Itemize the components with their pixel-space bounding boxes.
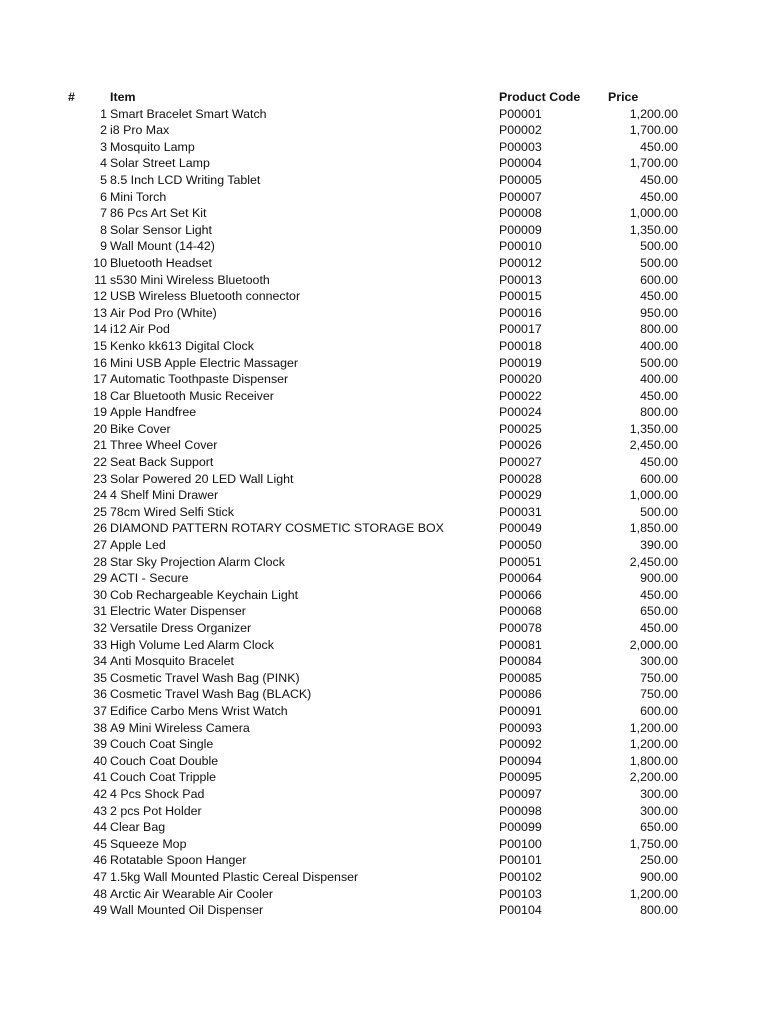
row-number: 11 xyxy=(94,272,107,287)
price: 2,450.00 xyxy=(629,438,678,453)
price: 750.00 xyxy=(640,670,678,685)
product-code: P00081 xyxy=(499,637,542,652)
price: 650.00 xyxy=(640,820,678,835)
row-number: 15 xyxy=(93,338,107,353)
price: 2,450.00 xyxy=(629,554,678,569)
product-code: P00015 xyxy=(499,289,542,304)
table-row xyxy=(0,902,768,919)
row-number: 9 xyxy=(100,239,107,254)
item-name: i8 Pro Max xyxy=(110,123,170,138)
price: 1,200.00 xyxy=(629,737,678,752)
item-name: 86 Pcs Art Set Kit xyxy=(110,206,207,221)
price: 800.00 xyxy=(640,405,678,420)
price: 450.00 xyxy=(640,139,678,154)
table-row xyxy=(0,587,768,604)
price: 500.00 xyxy=(640,504,678,519)
row-number: 35 xyxy=(93,670,107,685)
row-number: 5 xyxy=(100,172,107,187)
table-row xyxy=(0,836,768,853)
product-code: P00092 xyxy=(499,737,542,752)
table-row xyxy=(0,603,768,620)
product-code: P00022 xyxy=(499,388,542,403)
price: 600.00 xyxy=(640,703,678,718)
product-code: P00095 xyxy=(499,770,542,785)
row-number: 30 xyxy=(93,587,107,602)
price: 1,850.00 xyxy=(629,521,678,536)
table-row xyxy=(0,139,768,156)
item-name: Apple Led xyxy=(110,538,166,553)
row-number: 31 xyxy=(93,604,107,619)
price: 600.00 xyxy=(640,272,678,287)
item-name: Anti Mosquito Bracelet xyxy=(110,654,234,669)
product-code: P00085 xyxy=(499,670,542,685)
table-row xyxy=(0,803,768,820)
product-code: P00101 xyxy=(499,853,542,868)
item-name: Air Pod Pro (White) xyxy=(110,305,217,320)
table-row xyxy=(0,686,768,703)
row-number: 27 xyxy=(93,538,107,553)
row-number: 33 xyxy=(93,637,107,652)
item-name: Solar Street Lamp xyxy=(110,156,210,171)
item-name: USB Wireless Bluetooth connector xyxy=(110,289,301,304)
price: 450.00 xyxy=(640,455,678,470)
item-name: Automatic Toothpaste Dispenser xyxy=(110,372,289,387)
price: 650.00 xyxy=(640,604,678,619)
product-code: P00031 xyxy=(499,504,542,519)
price: 2,000.00 xyxy=(629,637,678,652)
product-code: P00001 xyxy=(499,106,542,121)
product-code: P00068 xyxy=(499,604,542,619)
row-number: 36 xyxy=(93,687,107,702)
product-code: P00025 xyxy=(499,421,542,436)
price: 1,200.00 xyxy=(629,106,678,121)
price: 500.00 xyxy=(640,255,678,270)
product-code: P00093 xyxy=(499,720,542,735)
header-number: # xyxy=(68,90,75,104)
product-code: P00086 xyxy=(499,687,542,702)
product-code: P00010 xyxy=(499,239,542,254)
item-name: Apple Handfree xyxy=(110,405,197,420)
row-number: 34 xyxy=(93,654,107,669)
item-name: Electric Water Dispenser xyxy=(110,604,246,619)
item-name: Star Sky Projection Alarm Clock xyxy=(110,554,285,569)
product-code: P00102 xyxy=(499,869,542,884)
table-row xyxy=(0,471,768,488)
row-number: 18 xyxy=(93,388,107,403)
header-row xyxy=(0,89,768,106)
table-row xyxy=(0,255,768,272)
price: 800.00 xyxy=(640,903,678,918)
row-number: 10 xyxy=(93,255,107,270)
item-name: Squeeze Mop xyxy=(110,836,187,851)
table-row xyxy=(0,106,768,123)
item-name: Cob Rechargeable Keychain Light xyxy=(110,587,299,602)
row-number: 12 xyxy=(93,289,107,304)
row-number: 16 xyxy=(93,355,107,370)
price: 500.00 xyxy=(640,355,678,370)
table-row xyxy=(0,454,768,471)
product-code: P00003 xyxy=(499,139,542,154)
product-code: P00012 xyxy=(499,255,542,270)
item-name: 8.5 Inch LCD Writing Tablet xyxy=(110,172,261,187)
product-code: P00029 xyxy=(499,488,542,503)
price: 450.00 xyxy=(640,289,678,304)
table-row xyxy=(0,272,768,289)
item-name: Bike Cover xyxy=(110,421,171,436)
row-number: 19 xyxy=(93,405,107,420)
row-number: 1 xyxy=(100,106,107,121)
row-number: 42 xyxy=(93,786,107,801)
table-row xyxy=(0,321,768,338)
row-number: 13 xyxy=(93,305,107,320)
row-number: 6 xyxy=(100,189,107,204)
table-row xyxy=(0,769,768,786)
price: 300.00 xyxy=(640,654,678,669)
product-code: P00005 xyxy=(499,172,542,187)
row-number: 20 xyxy=(93,421,107,436)
price: 300.00 xyxy=(640,803,678,818)
table-row xyxy=(0,637,768,654)
header-price: Price xyxy=(608,90,639,104)
price: 1,000.00 xyxy=(629,488,678,503)
table-row xyxy=(0,122,768,139)
product-code: P00066 xyxy=(499,587,542,602)
product-code: P00013 xyxy=(499,272,542,287)
item-name: Mini USB Apple Electric Massager xyxy=(110,355,298,370)
row-number: 47 xyxy=(93,869,107,884)
product-code: P00049 xyxy=(499,521,542,536)
table-row xyxy=(0,288,768,305)
table-row xyxy=(0,786,768,803)
row-number: 29 xyxy=(93,571,107,586)
table-row xyxy=(0,703,768,720)
row-number: 7 xyxy=(100,206,107,221)
product-code: P00002 xyxy=(499,123,542,138)
row-number: 3 xyxy=(100,139,107,154)
price: 900.00 xyxy=(640,869,678,884)
table-row xyxy=(0,189,768,206)
table-row xyxy=(0,421,768,438)
table-row xyxy=(0,736,768,753)
product-code: P00098 xyxy=(499,803,542,818)
row-number: 37 xyxy=(93,703,107,718)
item-name: 1.5kg Wall Mounted Plastic Cereal Dispenser xyxy=(110,869,359,884)
table-body xyxy=(0,106,768,919)
item-name: Cosmetic Travel Wash Bag (PINK) xyxy=(110,670,300,685)
price: 1,350.00 xyxy=(629,222,678,237)
price: 1,700.00 xyxy=(629,123,678,138)
row-number: 21 xyxy=(93,438,107,453)
product-code: P00018 xyxy=(499,338,542,353)
item-name: Solar Powered 20 LED Wall Light xyxy=(110,471,294,486)
row-number: 25 xyxy=(93,504,107,519)
row-number: 46 xyxy=(93,853,107,868)
product-code: P00027 xyxy=(499,455,542,470)
row-number: 44 xyxy=(93,820,107,835)
price: 300.00 xyxy=(640,786,678,801)
item-name: Car Bluetooth Music Receiver xyxy=(110,388,274,403)
item-name: Cosmetic Travel Wash Bag (BLACK) xyxy=(110,687,312,702)
price: 2,200.00 xyxy=(629,770,678,785)
row-number: 24 xyxy=(93,488,107,503)
item-name: Mosquito Lamp xyxy=(110,139,195,154)
price: 450.00 xyxy=(640,587,678,602)
item-name: Solar Sensor Light xyxy=(110,222,212,237)
row-number: 45 xyxy=(93,836,107,851)
price: 950.00 xyxy=(640,305,678,320)
item-name: Versatile Dress Organizer xyxy=(110,621,252,635)
price: 1,750.00 xyxy=(629,836,678,851)
price: 1,350.00 xyxy=(629,421,678,436)
item-name: 2 pcs Pot Holder xyxy=(110,803,202,818)
row-number: 43 xyxy=(93,803,107,818)
table-row xyxy=(0,886,768,903)
row-number: 28 xyxy=(93,554,107,569)
item-name: Mini Torch xyxy=(110,189,167,204)
item-name: Bluetooth Headset xyxy=(110,255,212,270)
item-name: i12 Air Pod xyxy=(110,322,170,337)
table-row xyxy=(0,869,768,886)
table-row xyxy=(0,205,768,222)
table-row xyxy=(0,388,768,405)
product-code: P00064 xyxy=(499,571,542,586)
table-row xyxy=(0,305,768,322)
table-row xyxy=(0,720,768,737)
table-row xyxy=(0,653,768,670)
row-number: 8 xyxy=(100,222,107,237)
product-code: P00078 xyxy=(499,621,542,635)
product-code: P00017 xyxy=(499,322,542,337)
price-list-sheet xyxy=(0,89,768,919)
item-name: Rotatable Spoon Hanger xyxy=(110,853,247,868)
item-name: 4 Shelf Mini Drawer xyxy=(110,488,219,503)
item-name: Couch Coat Double xyxy=(110,753,219,768)
price: 1,700.00 xyxy=(629,156,678,171)
table-row xyxy=(0,504,768,521)
item-name: Couch Coat Tripple xyxy=(110,770,217,785)
product-code: P00091 xyxy=(499,703,542,718)
price: 390.00 xyxy=(640,538,678,553)
row-number: 49 xyxy=(93,903,107,918)
table-row xyxy=(0,570,768,587)
row-number: 23 xyxy=(93,471,107,486)
price: 450.00 xyxy=(640,172,678,187)
product-code: P00097 xyxy=(499,786,542,801)
product-code: P00020 xyxy=(499,372,542,387)
price: 1,800.00 xyxy=(629,753,678,768)
table-row xyxy=(0,670,768,687)
table-row xyxy=(0,404,768,421)
product-code: P00004 xyxy=(499,156,542,171)
header-item: Item xyxy=(110,90,136,104)
table-row xyxy=(0,852,768,869)
table-row xyxy=(0,371,768,388)
table-row xyxy=(0,437,768,454)
item-name: A9 Mini Wireless Camera xyxy=(110,720,250,735)
item-name: Wall Mount (14-42) xyxy=(110,239,215,254)
row-number: 32 xyxy=(93,621,107,635)
row-number: 17 xyxy=(93,372,107,387)
table-row xyxy=(0,172,768,189)
product-code: P00103 xyxy=(499,886,542,901)
item-name: 4 Pcs Shock Pad xyxy=(110,786,205,801)
product-code: P00024 xyxy=(499,405,542,420)
item-name: s530 Mini Wireless Bluetooth xyxy=(110,272,270,287)
product-code: P00104 xyxy=(499,903,542,918)
header-product-code: Product Code xyxy=(499,90,581,104)
row-number: 22 xyxy=(93,455,107,470)
price: 750.00 xyxy=(640,687,678,702)
row-number: 39 xyxy=(93,737,107,752)
price: 500.00 xyxy=(640,239,678,254)
price: 600.00 xyxy=(640,471,678,486)
product-code: P00008 xyxy=(499,206,542,221)
item-name: Clear Bag xyxy=(110,820,166,835)
table-row xyxy=(0,155,768,172)
item-name: Couch Coat Single xyxy=(110,737,214,752)
product-code: P00019 xyxy=(499,355,542,370)
price: 450.00 xyxy=(640,388,678,403)
row-number: 41 xyxy=(93,770,107,785)
product-code: P00051 xyxy=(499,554,542,569)
item-name: Wall Mounted Oil Dispenser xyxy=(110,903,264,918)
table-row xyxy=(0,355,768,372)
product-code: P00007 xyxy=(499,189,542,204)
row-number: 4 xyxy=(100,156,107,171)
price: 800.00 xyxy=(640,322,678,337)
table-row xyxy=(0,338,768,355)
product-code: P00084 xyxy=(499,654,542,669)
product-code: P00028 xyxy=(499,471,542,486)
row-number: 14 xyxy=(93,322,107,337)
product-code: P00099 xyxy=(499,820,542,835)
table-row xyxy=(0,620,768,637)
price: 1,000.00 xyxy=(629,206,678,221)
table-row xyxy=(0,487,768,504)
item-name: 78cm Wired Selfi Stick xyxy=(110,504,234,519)
product-code: P00094 xyxy=(499,753,542,768)
price: 400.00 xyxy=(640,338,678,353)
row-number: 38 xyxy=(93,720,107,735)
item-name: Arctic Air Wearable Air Cooler xyxy=(110,886,273,901)
price: 1,200.00 xyxy=(629,886,678,901)
table-row xyxy=(0,554,768,571)
product-code: P00016 xyxy=(499,305,542,320)
product-code: P00100 xyxy=(499,836,542,851)
product-code: P00050 xyxy=(499,538,542,553)
row-number: 2 xyxy=(100,123,107,138)
table-row xyxy=(0,537,768,554)
table-row xyxy=(0,753,768,770)
item-name: Three Wheel Cover xyxy=(110,438,218,453)
item-name: High Volume Led Alarm Clock xyxy=(110,637,274,652)
row-number: 40 xyxy=(93,753,107,768)
item-name: Kenko kk613 Digital Clock xyxy=(110,338,254,353)
item-name: Smart Bracelet Smart Watch xyxy=(110,106,267,121)
price: 900.00 xyxy=(640,571,678,586)
item-name: Edifice Carbo Mens Wrist Watch xyxy=(110,703,288,718)
table-row xyxy=(0,819,768,836)
table-row xyxy=(0,520,768,537)
price: 450.00 xyxy=(640,189,678,204)
price: 1,200.00 xyxy=(629,720,678,735)
item-name: Seat Back Support xyxy=(110,455,214,470)
item-name: ACTI - Secure xyxy=(110,571,189,586)
item-name: DIAMOND PATTERN ROTARY COSMETIC STORAGE BOX xyxy=(110,521,444,536)
row-number: 26 xyxy=(93,521,107,536)
product-code: P00026 xyxy=(499,438,542,453)
product-code: P00009 xyxy=(499,222,542,237)
price: 450.00 xyxy=(640,621,678,635)
price: 250.00 xyxy=(640,853,678,868)
row-number: 48 xyxy=(93,886,107,901)
table-row xyxy=(0,222,768,239)
price: 400.00 xyxy=(640,372,678,387)
table-row xyxy=(0,238,768,255)
